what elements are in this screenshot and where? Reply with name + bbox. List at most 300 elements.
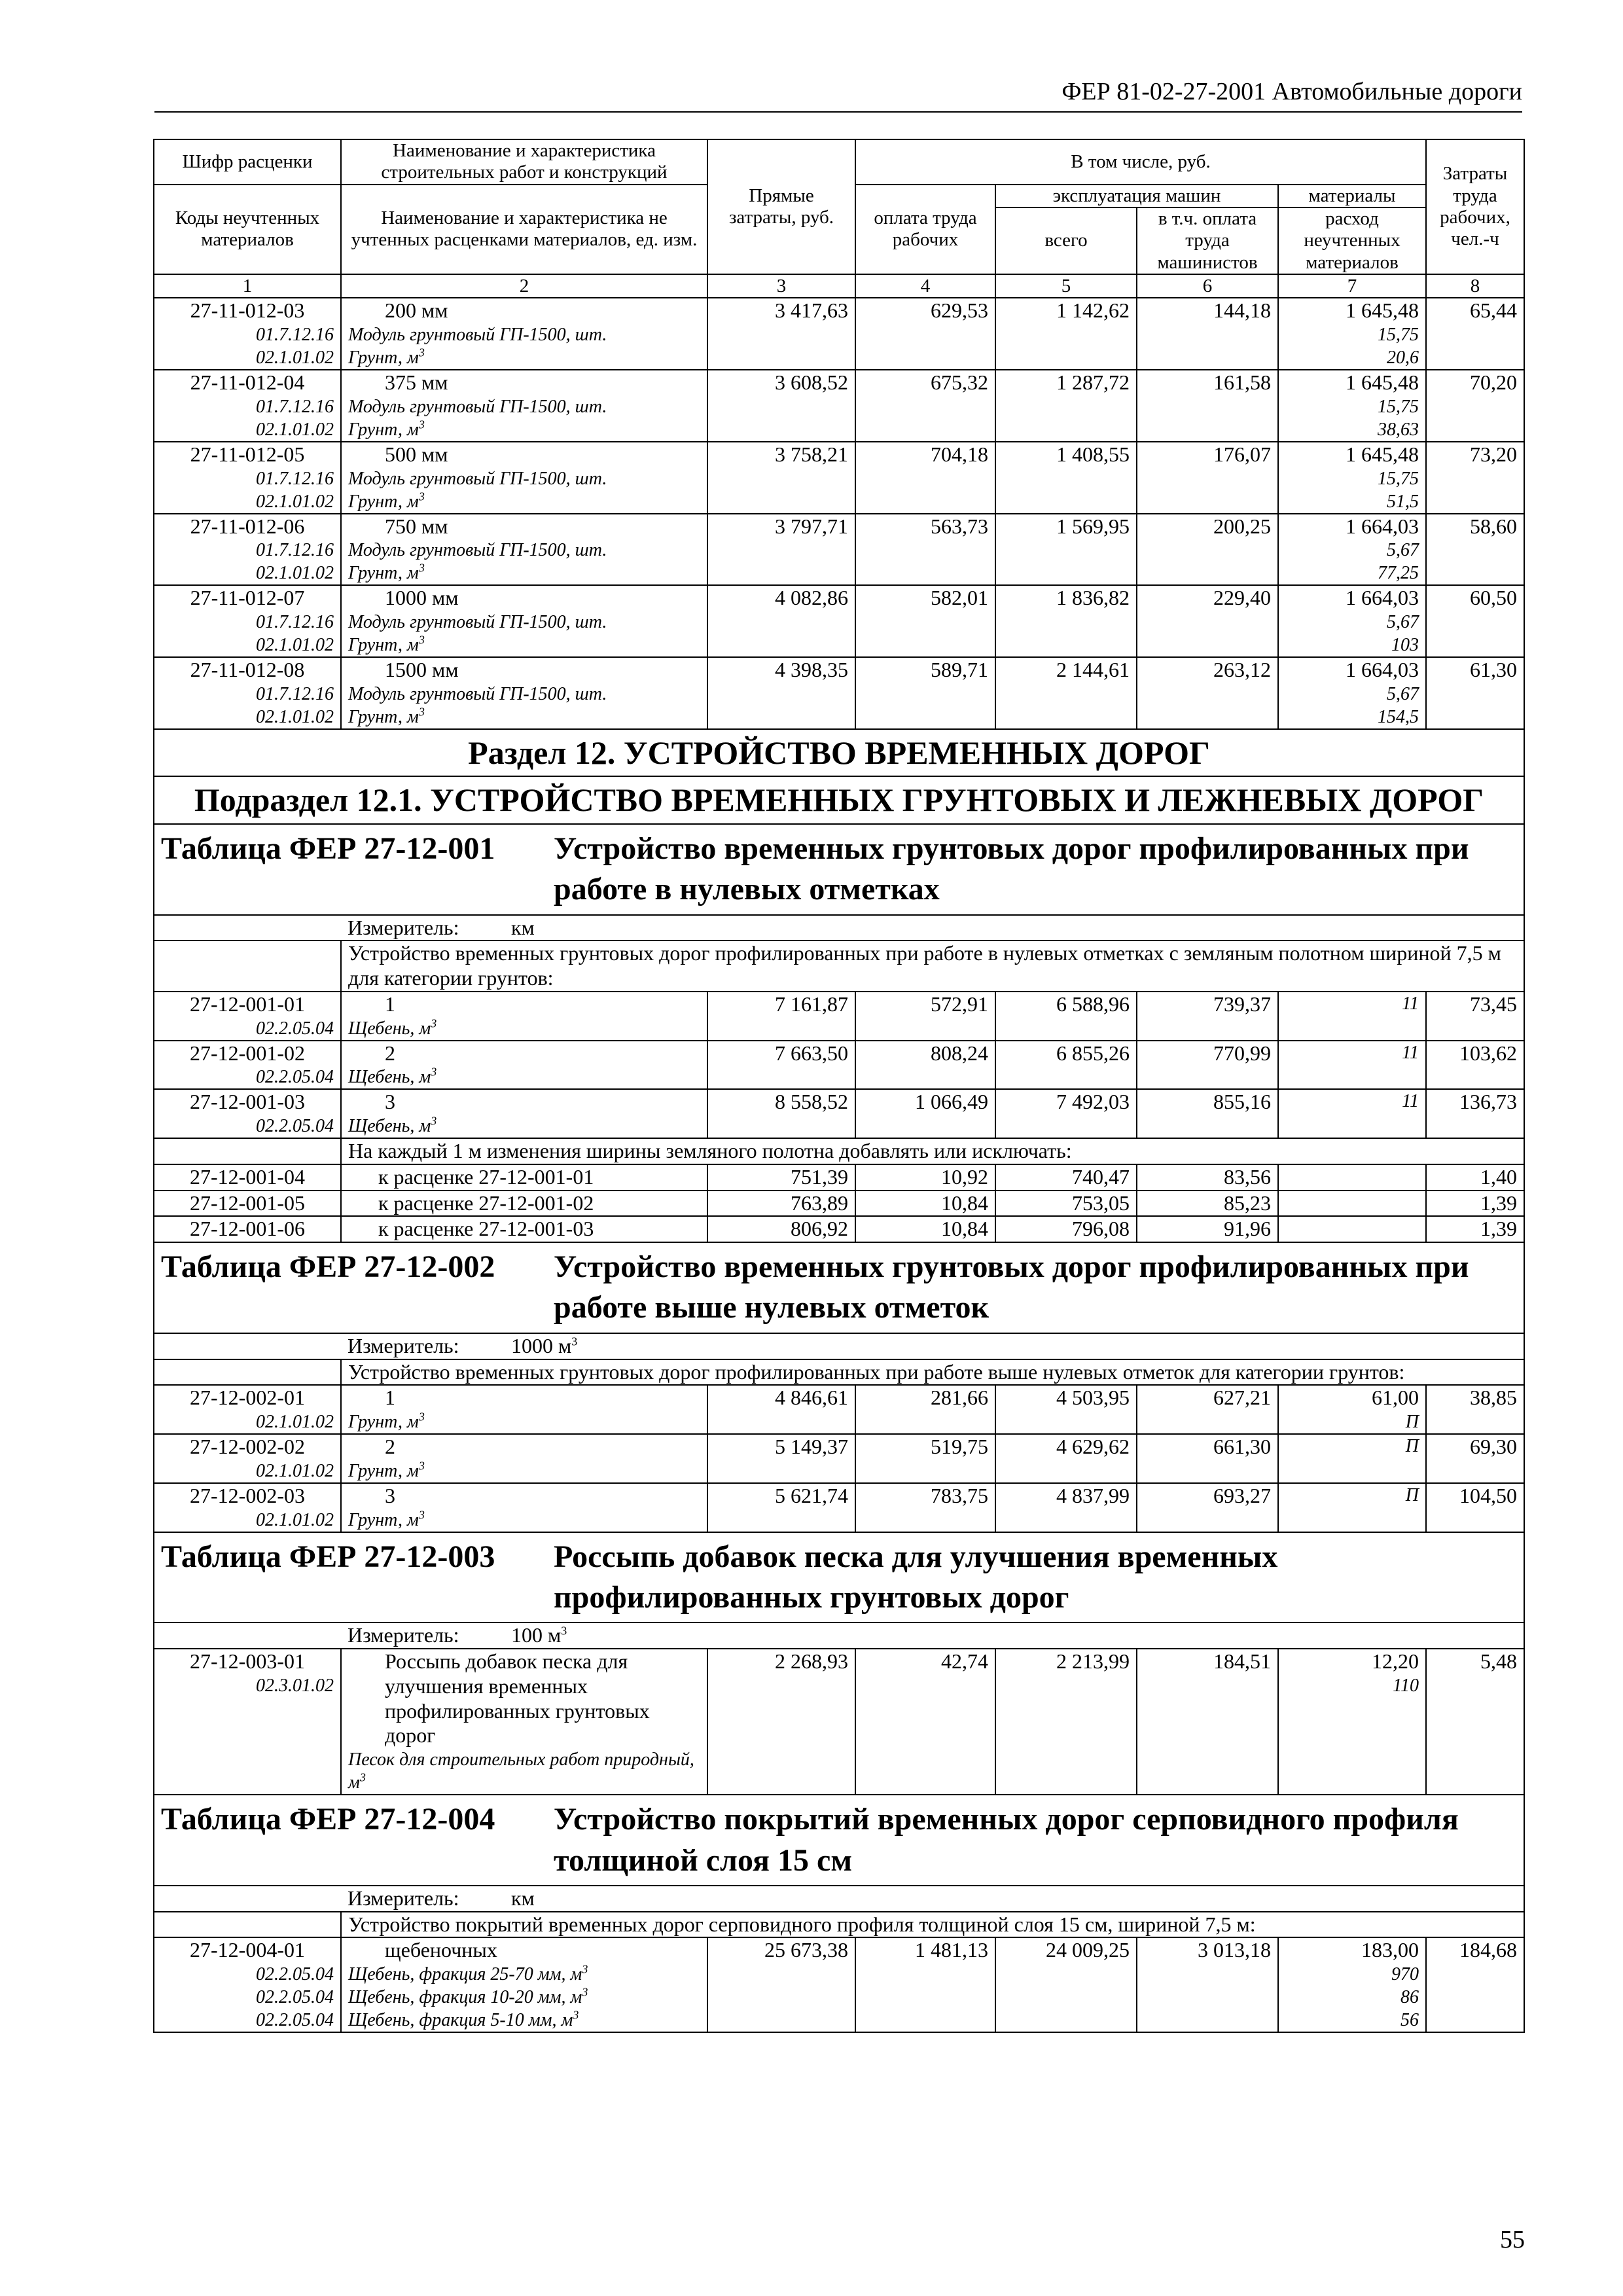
materials-cell: [1278, 585, 1426, 657]
direct-cell: 25 673,38: [707, 1937, 855, 2032]
rate-name: 1: [385, 1386, 395, 1410]
price-row: [154, 1164, 1524, 1191]
wages-cell: 10,84: [855, 1191, 995, 1217]
total-cell: 6 855,26: [995, 1041, 1137, 1090]
rate-code-text: 27-12-002-02: [190, 1435, 305, 1459]
description-row: [154, 941, 1524, 992]
rate-code: [161, 1386, 334, 1410]
price-row: [154, 1649, 1524, 1795]
table-heading: Устройство временных грунтовых дорог профилированных при работе в нулевых отметках: [554, 831, 1469, 907]
material-qty-text: 110: [1393, 1675, 1419, 1696]
wages-cell: 519,75: [855, 1434, 995, 1483]
wages-cell: 783,75: [855, 1483, 995, 1532]
rate-code-text: 27-12-001-03: [190, 1090, 305, 1114]
col-index: 2: [341, 274, 707, 298]
rate-name: 1: [385, 992, 395, 1016]
materials-cell: [1278, 298, 1426, 370]
rate-name: 200 мм: [385, 298, 448, 323]
wages-cell: 1 066,49: [855, 1089, 995, 1138]
material-code-text: 01.7.12.16: [256, 683, 334, 704]
wages-cell: 589,71: [855, 657, 995, 729]
material-name-text: Грунт, м: [348, 1509, 419, 1530]
material-qty-text: 15,75: [1378, 468, 1419, 489]
material-name: [348, 418, 700, 441]
machinist-cell: 693,27: [1137, 1483, 1278, 1532]
material-qty-text: 154,5: [1378, 706, 1419, 727]
labor-cell: 103,62: [1426, 1041, 1524, 1090]
unit-superscript: 3: [418, 561, 425, 575]
wages-cell: 704,18: [855, 442, 995, 514]
material-name: [348, 634, 700, 656]
materials-value-text: 1 664,03: [1346, 658, 1419, 682]
machinist-cell: 627,21: [1137, 1385, 1278, 1434]
material-name: [348, 467, 700, 490]
code-cell: [154, 1385, 341, 1434]
code-cell: 27-12-001-06: [154, 1216, 341, 1242]
measure-cell: [341, 1886, 1524, 1912]
material-name-text: Щебень, фракция 5-10 мм, м: [348, 2010, 573, 2031]
material-name-text: Песок для строительных работ природный, м: [348, 1749, 694, 1793]
material-name: [348, 1017, 700, 1040]
materials-value: [1285, 586, 1419, 611]
rate-code-text: 27-12-004-01: [190, 1938, 305, 1962]
name-cell: к расценке 27-12-001-03: [341, 1216, 707, 1242]
wages-cell: 42,74: [855, 1649, 995, 1795]
material-code: [161, 395, 334, 418]
material-code-text: 01.7.12.16: [256, 612, 334, 633]
material-code: [161, 1509, 334, 1532]
wages-cell: 281,66: [855, 1385, 995, 1434]
measure-label: Измеритель:: [348, 1623, 459, 1647]
table-heading: Устройство временных грунтовых дорог профилированных при работе выше нулевых отметок: [554, 1249, 1469, 1325]
col-wages-header: оплата труда рабочих: [855, 185, 995, 274]
desc-spacer: [154, 941, 341, 992]
code-cell: 27-12-001-05: [154, 1191, 341, 1217]
measure-cell: [341, 1333, 1524, 1359]
direct-cell: 3 417,63: [707, 298, 855, 370]
rate-code: [161, 1938, 334, 1963]
name-cell: [341, 442, 707, 514]
price-row: [154, 370, 1524, 442]
labor-cell: 1,40: [1426, 1164, 1524, 1191]
material-qty: [1285, 418, 1419, 441]
table-title-row: [154, 1242, 1524, 1333]
code-cell: [154, 585, 341, 657]
section-title-row: [154, 729, 1524, 777]
name-cell: [341, 1041, 707, 1090]
unit-superscript: 3: [561, 1624, 567, 1638]
labor-cell: 58,60: [1426, 514, 1524, 586]
page-number: 55: [1500, 2226, 1525, 2253]
materials-value-text: 61,00: [1372, 1386, 1419, 1410]
code-cell: [154, 1041, 341, 1090]
material-name-text: Модуль грунтовый ГП-1500, шт.: [348, 540, 607, 561]
material-qty: [1285, 683, 1419, 706]
measure-cell: [341, 915, 1524, 941]
direct-cell: 751,39: [707, 1164, 855, 1191]
material-qty: [1285, 1090, 1419, 1113]
unit-superscript: 3: [418, 1459, 425, 1473]
material-qty-text: 15,75: [1378, 396, 1419, 417]
table-label: Таблица ФЕР 27-12-002: [161, 1249, 495, 1285]
materials-value: [1285, 370, 1419, 395]
col-machinist-header: в т.ч. оплата труда машинистов: [1137, 207, 1278, 274]
wages-cell: 675,32: [855, 370, 995, 442]
material-name-text: Модуль грунтовый ГП-1500, шт.: [348, 468, 607, 489]
code-cell: [154, 1483, 341, 1532]
description-row: [154, 1359, 1524, 1386]
page-header: ФЕР 81-02-27-2001 Автомобильные дороги: [1061, 78, 1522, 105]
material-code: [161, 683, 334, 706]
name-cell: [341, 1649, 707, 1795]
machinist-cell: 85,23: [1137, 1191, 1278, 1217]
material-qty: [1285, 706, 1419, 728]
labor-cell: 5,48: [1426, 1649, 1524, 1795]
measure-row: [154, 1333, 1524, 1359]
subsection-title-row: [154, 776, 1524, 824]
table-title: [154, 1532, 1524, 1623]
material-qty: [1285, 1963, 1419, 1986]
materials-cell: [1278, 992, 1426, 1041]
rate-code-text: 27-11-012-07: [190, 586, 305, 610]
table-title: [154, 824, 1524, 915]
material-code-text: 02.1.01.02: [256, 1509, 334, 1530]
material-name-text: Грунт, м: [348, 1460, 419, 1481]
material-name-text: Модуль грунтовый ГП-1500, шт.: [348, 612, 607, 633]
direct-cell: 806,92: [707, 1216, 855, 1242]
material-qty-text: П: [1405, 1484, 1419, 1505]
labor-cell: 38,85: [1426, 1385, 1524, 1434]
material-code: [161, 562, 334, 584]
name-cell: [341, 514, 707, 586]
material-name: [348, 706, 700, 728]
price-row: [154, 1041, 1524, 1090]
material-code-text: 02.1.01.02: [256, 635, 334, 656]
col-machines-header: эксплуатация машин: [995, 185, 1278, 207]
material-code-text: 02.1.01.02: [256, 1412, 334, 1433]
price-table: [153, 139, 1525, 2033]
rate-code: [161, 370, 334, 395]
material-qty-text: 77,25: [1378, 563, 1419, 584]
wages-cell: 563,73: [855, 514, 995, 586]
machinist-cell: 161,58: [1137, 370, 1278, 442]
material-code-text: 02.1.01.02: [256, 348, 334, 368]
material-qty-text: 5,67: [1387, 683, 1419, 704]
materials-value: [1285, 658, 1419, 683]
material-code-text: 02.2.05.04: [256, 1018, 334, 1039]
material-qty: [1285, 2009, 1419, 2032]
material-name: [348, 490, 700, 513]
materials-value: [1285, 442, 1419, 467]
material-qty: [1285, 1041, 1419, 1064]
col-name-header: Наименование и характеристика строительных работ и конструкций: [341, 139, 707, 185]
description: На каждый 1 м изменения ширины земляного полотна добавлять или исключать:: [341, 1138, 1524, 1164]
material-qty: [1285, 992, 1419, 1015]
material-name: [348, 1509, 700, 1532]
measure-value: 100 м: [511, 1623, 562, 1647]
code-cell: [154, 1089, 341, 1138]
rate-code-text: 27-12-002-03: [190, 1483, 305, 1507]
table-title: [154, 1795, 1524, 1886]
description: Устройство временных грунтовых дорог профилированных при работе в нулевых отметках с земляным полотном шириной 7,5 м для категории грунтов:: [341, 941, 1524, 992]
table-title-row: [154, 824, 1524, 915]
rate-code-text: 27-11-012-06: [190, 514, 305, 538]
material-qty: [1285, 634, 1419, 656]
total-cell: 1 836,82: [995, 585, 1137, 657]
rate-name: 3: [385, 1090, 395, 1114]
labor-cell: 104,50: [1426, 1483, 1524, 1532]
rate-code: [161, 586, 334, 611]
code-cell: [154, 442, 341, 514]
code-cell: [154, 992, 341, 1041]
material-name: [348, 611, 700, 634]
unit-superscript: 3: [418, 1410, 425, 1424]
materials-value: [1285, 1386, 1419, 1410]
material-qty-text: 56: [1400, 2010, 1419, 2031]
material-name-text: Грунт, м: [348, 706, 419, 727]
materials-value-text: 1 645,48: [1346, 370, 1419, 395]
material-code-text: 02.3.01.02: [256, 1675, 334, 1696]
rate-code: [161, 1090, 334, 1115]
labor-cell: 69,30: [1426, 1434, 1524, 1483]
price-row: [154, 1483, 1524, 1532]
rate-name: щебеночных: [385, 1938, 497, 1962]
rate-name: 1500 мм: [385, 658, 459, 682]
total-cell: 7 492,03: [995, 1089, 1137, 1138]
unit-superscript: 3: [573, 2008, 579, 2022]
price-row: [154, 657, 1524, 729]
material-qty-text: 11: [1402, 993, 1419, 1014]
code-cell: [154, 298, 341, 370]
name-cell: [341, 657, 707, 729]
direct-cell: 5 621,74: [707, 1483, 855, 1532]
price-row: [154, 992, 1524, 1041]
material-name: [348, 395, 700, 418]
material-qty: [1285, 1435, 1419, 1458]
direct-cell: 763,89: [707, 1191, 855, 1217]
table-title-row: [154, 1532, 1524, 1623]
total-cell: 24 009,25: [995, 1937, 1137, 2032]
col-direct-header: Прямые затраты, руб.: [707, 139, 855, 274]
name-cell: [341, 1483, 707, 1532]
material-name-text: Щебень, м: [348, 1018, 431, 1039]
material-qty-text: П: [1405, 1436, 1419, 1457]
material-qty-text: 20,6: [1387, 348, 1419, 368]
material-qty: [1285, 1410, 1419, 1433]
total-cell: 1 142,62: [995, 298, 1137, 370]
material-name: [348, 1748, 700, 1794]
materials-cell: [1278, 1089, 1426, 1138]
machinist-cell: 83,56: [1137, 1164, 1278, 1191]
name-cell: [341, 1937, 707, 2032]
material-code-text: 02.2.05.04: [256, 1116, 334, 1137]
unit-superscript: 3: [431, 1065, 437, 1079]
materials-cell: [1278, 1434, 1426, 1483]
labor-cell: 65,44: [1426, 298, 1524, 370]
material-qty: [1285, 1674, 1419, 1697]
material-code: [161, 2009, 334, 2032]
material-code: [161, 634, 334, 656]
material-name-text: Грунт, м: [348, 1412, 419, 1433]
wages-cell: 1 481,13: [855, 1937, 995, 2032]
rate-code-text: 27-11-012-08: [190, 658, 305, 682]
labor-cell: 60,50: [1426, 585, 1524, 657]
code-cell: [154, 370, 341, 442]
price-row: [154, 585, 1524, 657]
rate-name: 375 мм: [385, 370, 448, 395]
material-code-text: 01.7.12.16: [256, 396, 334, 417]
machinist-cell: 91,96: [1137, 1216, 1278, 1242]
measure-spacer: [154, 1623, 341, 1649]
description: Устройство временных грунтовых дорог профилированных при работе выше нулевых отметок для категории грунтов:: [341, 1359, 1524, 1386]
col-index: 1: [154, 274, 341, 298]
total-cell: 1 287,72: [995, 370, 1137, 442]
name-cell: к расценке 27-12-001-01: [341, 1164, 707, 1191]
code-cell: 27-12-001-04: [154, 1164, 341, 1191]
rate-name: 3: [385, 1483, 395, 1507]
materials-value: [1285, 1938, 1419, 1963]
price-row: [154, 1216, 1524, 1242]
section-title: Раздел 12. УСТРОЙСТВО ВРЕМЕННЫХ ДОРОГ: [154, 729, 1524, 777]
material-name-text: Модуль грунтовый ГП-1500, шт.: [348, 325, 607, 346]
material-qty-text: 5,67: [1387, 540, 1419, 561]
table-heading: Устройство покрытий временных дорог серповидного профиля толщиной слоя 15 см: [554, 1802, 1459, 1878]
material-name: [348, 1986, 700, 2009]
code-cell: [154, 514, 341, 586]
measure-label: Измеритель:: [348, 915, 459, 939]
measure-spacer: [154, 1333, 341, 1359]
machinist-cell: 3 013,18: [1137, 1937, 1278, 2032]
desc-spacer: [154, 1138, 341, 1164]
subsection-title: Подраздел 12.1. УСТРОЙСТВО ВРЕМЕННЫХ ГРУНТОВЫХ И ЛЕЖНЕВЫХ ДОРОГ: [154, 776, 1524, 824]
measure-row: [154, 1623, 1524, 1649]
materials-cell: [1278, 1041, 1426, 1090]
price-row: [154, 1937, 1524, 2032]
rate-name: 2: [385, 1041, 395, 1065]
direct-cell: 2 268,93: [707, 1649, 855, 1795]
material-code: [161, 1460, 334, 1482]
rate-code: [161, 1435, 334, 1460]
wages-cell: 582,01: [855, 585, 995, 657]
material-name: [348, 346, 700, 369]
material-qty-text: 51,5: [1387, 491, 1419, 512]
materials-value-text: 12,20: [1372, 1649, 1419, 1674]
measure-label: Измеритель:: [348, 1333, 459, 1357]
materials-cell: [1278, 370, 1426, 442]
table-label: Таблица ФЕР 27-12-001: [161, 831, 495, 866]
wages-cell: 572,91: [855, 992, 995, 1041]
material-code-text: 02.2.05.04: [256, 1964, 334, 1985]
measure-value: км: [511, 915, 535, 939]
unit-superscript: 3: [431, 1114, 437, 1128]
material-code: [161, 539, 334, 562]
rate-code: [161, 1649, 334, 1674]
material-name-text: Грунт, м: [348, 635, 419, 656]
col-index: 4: [855, 274, 995, 298]
rate-name: 1000 мм: [385, 586, 459, 610]
table-heading: Россыпь добавок песка для улучшения временных профилированных грунтовых дорог: [554, 1539, 1278, 1615]
rate-code-text: 27-12-003-01: [190, 1649, 305, 1674]
col-labor-header: Затраты труда рабочих, чел.-ч: [1426, 139, 1524, 274]
material-qty: [1285, 562, 1419, 584]
rate-code-text: 27-11-012-03: [190, 298, 305, 323]
total-cell: 2 213,99: [995, 1649, 1137, 1795]
name-cell: [341, 992, 707, 1041]
material-qty: [1285, 490, 1419, 513]
rate-code: [161, 1041, 334, 1066]
materials-value-text: 1 645,48: [1346, 442, 1419, 466]
machinist-cell: 770,99: [1137, 1041, 1278, 1090]
col-matsub-header: расход неучтенных материалов: [1278, 207, 1426, 274]
col-index: 6: [1137, 274, 1278, 298]
material-code-text: 02.1.01.02: [256, 1460, 334, 1481]
rate-code-text: 27-12-002-01: [190, 1386, 305, 1410]
description: Устройство покрытий временных дорог серповидного профиля толщиной слоя 15 см, шириной 7,5 м:: [341, 1912, 1524, 1938]
col-index: 5: [995, 274, 1137, 298]
total-cell: 1 408,55: [995, 442, 1137, 514]
price-row: [154, 1434, 1524, 1483]
material-name-text: Грунт, м: [348, 419, 419, 440]
labor-cell: 136,73: [1426, 1089, 1524, 1138]
materials-cell: [1278, 1191, 1426, 1217]
material-code-text: 02.2.05.04: [256, 1987, 334, 2008]
material-code: [161, 1115, 334, 1138]
machinist-cell: 200,25: [1137, 514, 1278, 586]
col-index: 7: [1278, 274, 1426, 298]
direct-cell: 3 608,52: [707, 370, 855, 442]
material-code: [161, 1986, 334, 2009]
total-cell: 740,47: [995, 1164, 1137, 1191]
direct-cell: 8 558,52: [707, 1089, 855, 1138]
direct-cell: 4 398,35: [707, 657, 855, 729]
material-name: [348, 2009, 700, 2032]
materials-value: [1285, 514, 1419, 539]
material-code: [161, 1963, 334, 1986]
rate-code-text: 27-12-001-01: [190, 992, 305, 1016]
code-cell: [154, 1434, 341, 1483]
total-cell: 2 144,61: [995, 657, 1137, 729]
materials-cell: [1278, 1649, 1426, 1795]
materials-value-text: 1 664,03: [1346, 514, 1419, 538]
rate-code-text: 27-11-012-04: [190, 370, 305, 395]
unit-superscript: 3: [418, 346, 425, 359]
direct-cell: 5 149,37: [707, 1434, 855, 1483]
material-code-text: 02.2.05.04: [256, 1067, 334, 1088]
material-name-text: Щебень, фракция 25-70 мм, м: [348, 1964, 582, 1985]
material-code: [161, 706, 334, 728]
rate-code: [161, 658, 334, 683]
labor-cell: 184,68: [1426, 1937, 1524, 2032]
price-row: [154, 442, 1524, 514]
material-qty-text: 5,67: [1387, 612, 1419, 633]
materials-cell: [1278, 514, 1426, 586]
measure-value: 1000 м: [511, 1333, 572, 1357]
material-name-text: Грунт, м: [348, 491, 419, 512]
material-qty-text: 38,63: [1378, 419, 1419, 440]
material-code: [161, 1017, 334, 1040]
name-cell: [341, 1089, 707, 1138]
labor-cell: 70,20: [1426, 370, 1524, 442]
material-qty: [1285, 611, 1419, 634]
machinist-cell: 144,18: [1137, 298, 1278, 370]
unit-superscript: 3: [418, 705, 425, 719]
material-name-text: Грунт, м: [348, 348, 419, 368]
unit-superscript: 3: [582, 1962, 588, 1976]
unit-superscript: 3: [418, 490, 425, 503]
table-title: [154, 1242, 1524, 1333]
material-code: [161, 1066, 334, 1088]
machinist-cell: 176,07: [1137, 442, 1278, 514]
